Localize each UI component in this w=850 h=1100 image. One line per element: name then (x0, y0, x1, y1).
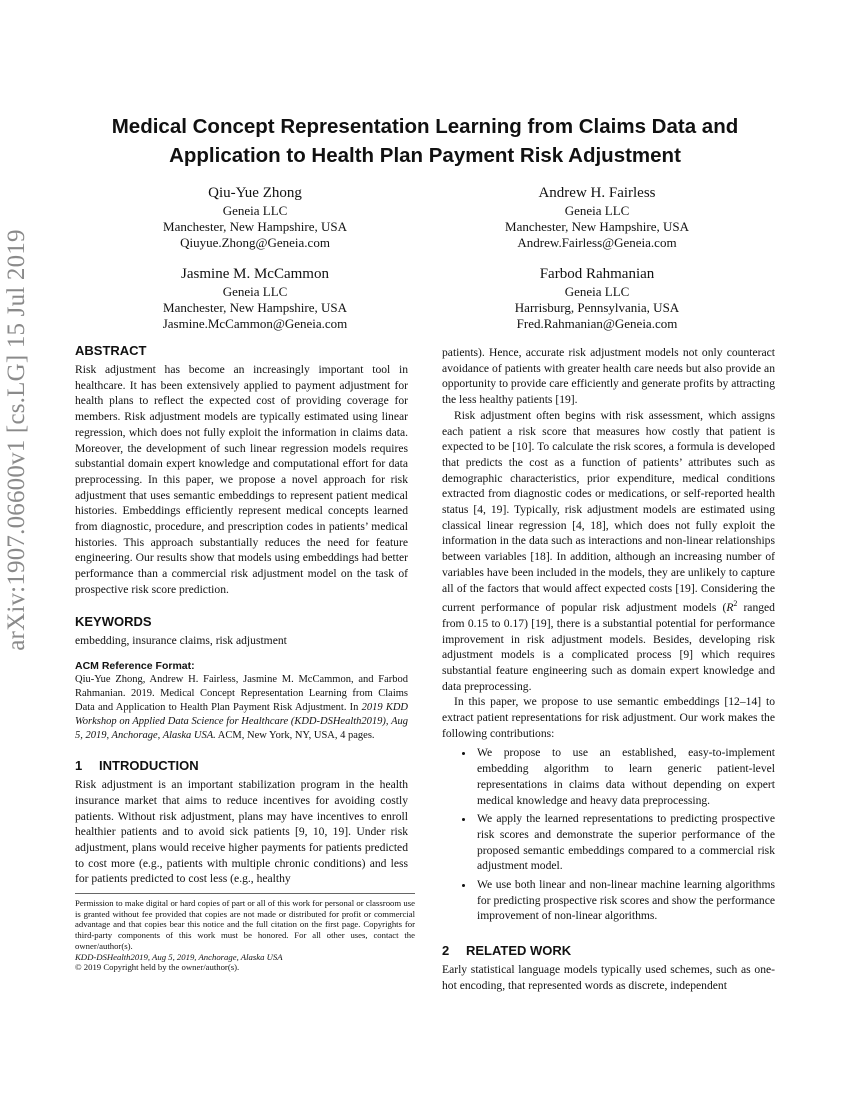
author-org: Geneia LLC (564, 203, 630, 218)
author-block (105, 264, 405, 332)
section-title: RELATED WORK (466, 943, 572, 959)
acm-reference-publisher: ACM, New York, NY, USA, 4 pages. (215, 730, 375, 742)
author-block (447, 183, 747, 251)
author-name: Andrew H. Fairless (538, 185, 656, 201)
author-location: Harrisburg, Pennsylvania, USA (514, 300, 680, 315)
author-email: Andrew.Fairless@Geneia.com (517, 235, 677, 250)
r-squared-exponent: 2 (733, 599, 738, 609)
author-location: Manchester, New Hampshire, USA (505, 219, 689, 234)
contribution-list (442, 745, 775, 924)
author-name: Farbod Rahmanian (539, 266, 655, 282)
left-column (75, 342, 408, 887)
section-number: 1 (75, 758, 83, 774)
keywords-text: embedding, insurance claims, risk adjustment (75, 633, 287, 647)
intro-paragraph: In this paper, we propose to use semantic embeddings [12–14] to extract patient representations for risk adjustment. Our work makes the following contributions: (442, 695, 775, 740)
author-email: Qiuyue.Zhong@Geneia.com (180, 235, 330, 250)
acm-reference-text: Qiu-Yue Zhong, Andrew H. Fairless, Jasmine M. McCammon, and Farbod Rahmanian. 2019. Medical Concept Representation Learning from Claims Data and Application to Health Plan Payment Risk Adjustment. In (75, 674, 408, 714)
author-name: Qiu-Yue Zhong (208, 185, 302, 201)
related-work-paragraph: Early statistical language models typically used schemes, such as one-hot encoding, that represented words as discrete, independent (442, 963, 775, 992)
paper-title: Medical Concept Representation Learning from Claims Data and Application to Health Plan Payment Risk Adjustment (111, 115, 739, 167)
author-org: Geneia LLC (222, 284, 288, 299)
acm-reference-venue: 2019 KDD Workshop on Applied Data Science for Healthcare (KDD-DSHealth2019), Aug 5, 2019, Anchorage, Alaska USA. (75, 702, 408, 742)
section-heading (442, 942, 775, 959)
list-item: • We use both linear and non-linear machine learning algorithms for predicting prospective risk scores and show the performance improvement of non-linear algorithms. (475, 877, 775, 924)
list-item: • We apply the learned representations to predicting prospective risk scores and demonstrate the superior performance of the proposed semantic embeddings compared to a commercial risk adjustment model. (475, 811, 775, 874)
author-org: Geneia LLC (222, 203, 288, 218)
footnote (75, 893, 415, 973)
author-email: Fred.Rahmanian@Geneia.com (516, 316, 678, 331)
list-item: • We propose to use an established, easy-to-implement embedding algorithm to learn generic patient-level representations in claims data without depending on expert medical knowledge and heavy data preprocessing. (475, 745, 775, 808)
intro-paragraph: ranged from 0.15 to 0.17) [19], there is a substantial potential for performance improvement in risk adjustment models. Besides, developing risk adjustment models is a complicated process [9] which requires substantial feature engineering such as domain expert knowledge and data preprocessing. (442, 601, 775, 693)
author-name: Jasmine M. McCammon (181, 266, 329, 282)
intro-paragraph: Risk adjustment is an important stabilization program in the health insurance market that aims to reduce incentives for avoiding costly patients. Without risk adjustment, plans may have incentives to enroll healthier patients and to avoid sick patients [9, 10, 19]. Under risk adjustment, plans would receive higher payments for patients predicted to cost more (e.g., patients with multiple chronic conditions) and less for patients predicted to cost less (e.g., healthy (75, 778, 408, 886)
arxiv-stamp: arXiv:1907.06600v1 [cs.LG] 15 Jul 2019 (3, 229, 30, 651)
acm-reference-heading: ACM Reference Format: (75, 660, 195, 673)
section-number: 2 (442, 943, 450, 959)
author-location: Manchester, New Hampshire, USA (163, 300, 347, 315)
intro-paragraph: Risk adjustment often begins with risk assessment, which assigns each patient a risk score that measures how costly that patient is expected to be [10]. To calculate the risk scores, a formula is developed that predicts the cost as a function of patients’ attributes such as demographic characteristics, prior expenditure, medical conditions extracted from diagnostic codes or medications, or self-reported health status [4, 19]. Typically, risk adjustment models are estimated using classical linear regression [4, 18], which does not fully exploit the information in the data such as interactions and non-linear relationships between variables [18]. In addition, although an increasing number of variables have been included in the models, they are unlikely to capture all of the factors that would affect expected costs [19]. Considering the current performance of popular risk adjustment models ( (442, 408, 775, 615)
author-email: Jasmine.McCammon@Geneia.com (162, 316, 348, 331)
author-org: Geneia LLC (564, 284, 630, 299)
right-column (442, 345, 775, 994)
abstract-heading: ABSTRACT (75, 343, 147, 358)
author-location: Manchester, New Hampshire, USA (163, 219, 347, 234)
author-block (105, 183, 405, 251)
r-squared-symbol: R (726, 601, 734, 615)
section-heading (75, 757, 408, 774)
author-block (447, 264, 747, 332)
section-title: INTRODUCTION (99, 758, 199, 774)
acm-reference (75, 659, 408, 743)
permission-notice: Permission to make digital or hard copies of part or all of this work for personal or classroom use is granted without fee provided that copies are not made or distributed for profit or commercial advantage and that copies bear this notice and the full citation on the first page. Copyrights for third-party components of this work must be honored. For all other uses, contact the owner/author(s). (75, 898, 415, 951)
venue-line: KDD-DSHealth2019, Aug 5, 2019, Anchorage, Alaska USA (75, 951, 283, 962)
copyright-line: © 2019 Copyright held by the owner/author(s). (75, 962, 240, 973)
keywords-heading: KEYWORDS (75, 613, 152, 629)
abstract-text: Risk adjustment has become an increasingly important tool in healthcare. It has been extensively applied to payment adjustment for health plans to reflect the expected cost of providing coverage for members. Risk adjustment models are typically estimated using linear regression, which does not fully exploit the information in claims data. Moreover, the development of such linear regression models requires substantial domain expert knowledge and computational effort for data preprocessing. In this paper, we propose a novel approach for risk adjustment that uses semantic embeddings to represent patient medical histories. Embeddings efficiently represent medical concepts learned from diagnostic, procedure, and prescription codes in patients’ medical histories. This approach substantially reduces the need for feature engineering. Our results show that models using embeddings had better performance than a commercial risk adjustment model on the task of prospective risk score prediction. (75, 363, 408, 596)
intro-paragraph: patients). Hence, accurate risk adjustment models not only counteract avoidance of patients with greater health care needs but also provide an opportunity to provide care efficiently and generate profits by attracting the less healthy patients [19]. (442, 346, 775, 407)
